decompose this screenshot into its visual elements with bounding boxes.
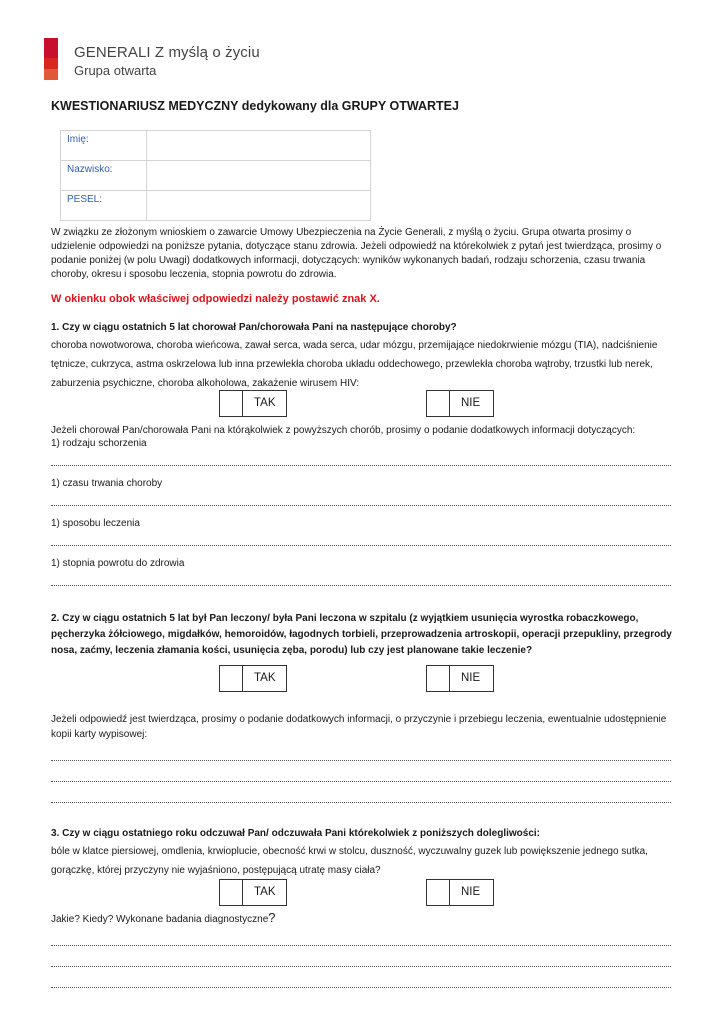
logo-segment <box>44 69 58 80</box>
question-1-details: choroba nowotworowa, choroba wieńcowa, zawał serca, wada serca, udar mózgu, przemijające niedokrwienie mózgu (TIA), nadciśnienie tętnicze, cukrzyca, astma oskrzelowa lub inna przewlekła choroba układu oddechowego, przewlekła choroba wątroby, trzustki lub nerek, zaburzenia psychiczne, choroba alkoholowa, zakażenie wirusem HIV: <box>51 340 658 389</box>
q2-no-label: NIE <box>461 672 481 684</box>
answer-line[interactable] <box>51 781 671 782</box>
q2-no-checkbox[interactable] <box>427 666 450 691</box>
nazwisko-field[interactable] <box>147 161 371 191</box>
answer-line[interactable] <box>51 966 671 967</box>
answer-line[interactable] <box>51 760 671 761</box>
logo-segment <box>44 58 58 69</box>
pesel-field[interactable] <box>147 191 371 221</box>
q1-yes-label: TAK <box>254 397 276 409</box>
q3-no-label: NIE <box>461 886 481 898</box>
q3-yes-checkbox[interactable] <box>220 880 243 905</box>
q3-followup-mark: ? <box>268 910 276 925</box>
nazwisko-label: Nazwisko: <box>61 161 147 191</box>
q3-yes-label: TAK <box>254 886 276 898</box>
personal-info-table <box>60 130 371 221</box>
intro-paragraph: W związku ze złożonym wnioskiem o zawarcie Umowy Ubezpieczenia na Życie Generali, z myślą o życiu. Grupa otwarta prosimy o udzielenie odpowiedzi na poniższe pytania, dotyczące stanu zdrowia. Jeżeli odpowiedź na którekolwiek z pytań jest twierdząca, prosimy o podanie poniżej (w polu Uwagi) dodatkowych informacji, dotyczących: wyników wykonanych badań, rodzaju schorzenia, czasu trwania choroby, okresu i sposobu leczenia, stopnia powrotu do zdrowia. <box>51 227 662 280</box>
question-3-text: 3. Czy w ciągu ostatniego roku odczuwał Pan/ odczuwała Pani którekolwiek z poniższych dolegliwości: <box>51 828 540 839</box>
q1-no-checkbox[interactable] <box>427 391 450 416</box>
q2-followup: Jeżeli odpowiedź jest twierdząca, prosimy o podanie dodatkowych informacji, o przyczynie i przebiegu leczenia, ewentualnie udostępnienie kopii karty wypisowej: <box>51 714 667 740</box>
q1-yes-option[interactable] <box>219 390 287 417</box>
q3-followup-text: Jakie? Kiedy? Wykonane badania diagnostyczne <box>51 914 269 925</box>
answer-line[interactable] <box>51 585 671 586</box>
q1-item-3: 1) sposobu leczenia <box>51 518 140 529</box>
brand-line: GENERALI Z myślą o życiu <box>74 44 260 61</box>
q2-yes-label: TAK <box>254 672 276 684</box>
answer-line[interactable] <box>51 465 671 466</box>
q2-yes-checkbox[interactable] <box>220 666 243 691</box>
q1-yes-checkbox[interactable] <box>220 391 243 416</box>
imie-label: Imię: <box>61 131 147 161</box>
answer-line[interactable] <box>51 987 671 988</box>
instruction: W okienku obok właściwej odpowiedzi należy postawić znak X. <box>51 293 380 305</box>
q1-followup: Jeżeli chorował Pan/chorowała Pani na którąkolwiek z powyższych chorób, prosimy o podanie dodatkowych informacji dotyczących: <box>51 425 636 436</box>
pesel-label: PESEL: <box>61 191 147 221</box>
q1-item-1: 1) rodzaju schorzenia <box>51 438 147 449</box>
q1-no-option[interactable] <box>426 390 494 417</box>
q2-yes-option[interactable] <box>219 665 287 692</box>
answer-line[interactable] <box>51 545 671 546</box>
q1-item-4: 1) stopnia powrotu do zdrowia <box>51 558 185 569</box>
answer-line[interactable] <box>51 945 671 946</box>
answer-line[interactable] <box>51 505 671 506</box>
question-3-details: bóle w klatce piersiowej, omdlenia, krwioplucie, obecność krwi w stolcu, duszność, wyczuwalny guzek lub powiększenie jednego sutka, gorączkę, której przyczyny nie wyjaśniono, postępującą utratę masy ciała? <box>51 846 648 876</box>
q3-no-checkbox[interactable] <box>427 880 450 905</box>
brand-subline: Grupa otwarta <box>74 63 157 78</box>
question-2 <box>51 611 676 659</box>
q3-followup <box>51 910 276 925</box>
q2-no-option[interactable] <box>426 665 494 692</box>
imie-field[interactable] <box>147 131 371 161</box>
question-1 <box>51 320 676 393</box>
q3-yes-option[interactable] <box>219 879 287 906</box>
question-3 <box>51 826 676 880</box>
q1-no-label: NIE <box>461 397 481 409</box>
q3-no-option[interactable] <box>426 879 494 906</box>
q1-item-2: 1) czasu trwania choroby <box>51 478 163 489</box>
document-title: KWESTIONARIUSZ MEDYCZNY dedykowany dla GRUPY OTWARTEJ <box>51 99 459 113</box>
question-1-text: 1. Czy w ciągu ostatnich 5 lat chorował Pan/chorowała Pani na następujące choroby? <box>51 322 457 333</box>
generali-logo <box>44 38 58 80</box>
question-2-text: 2. Czy w ciągu ostatnich 5 lat był Pan leczony/ była Pani leczona w szpitalu (z wyjątkiem usunięcia wyrostka robaczkowego, pęcherzyka żółciowego, migdałków, hemoroidów, łagodnych torbieli, przeprowadzenia artroskopii, operacji przepukliny, przegrody nosa, zaćmy, leczenia złamania kości, usunięcia zęba, porodu) lub czy jest planowane takie leczenie? <box>51 613 672 656</box>
logo-segment <box>44 38 58 58</box>
answer-line[interactable] <box>51 802 671 803</box>
